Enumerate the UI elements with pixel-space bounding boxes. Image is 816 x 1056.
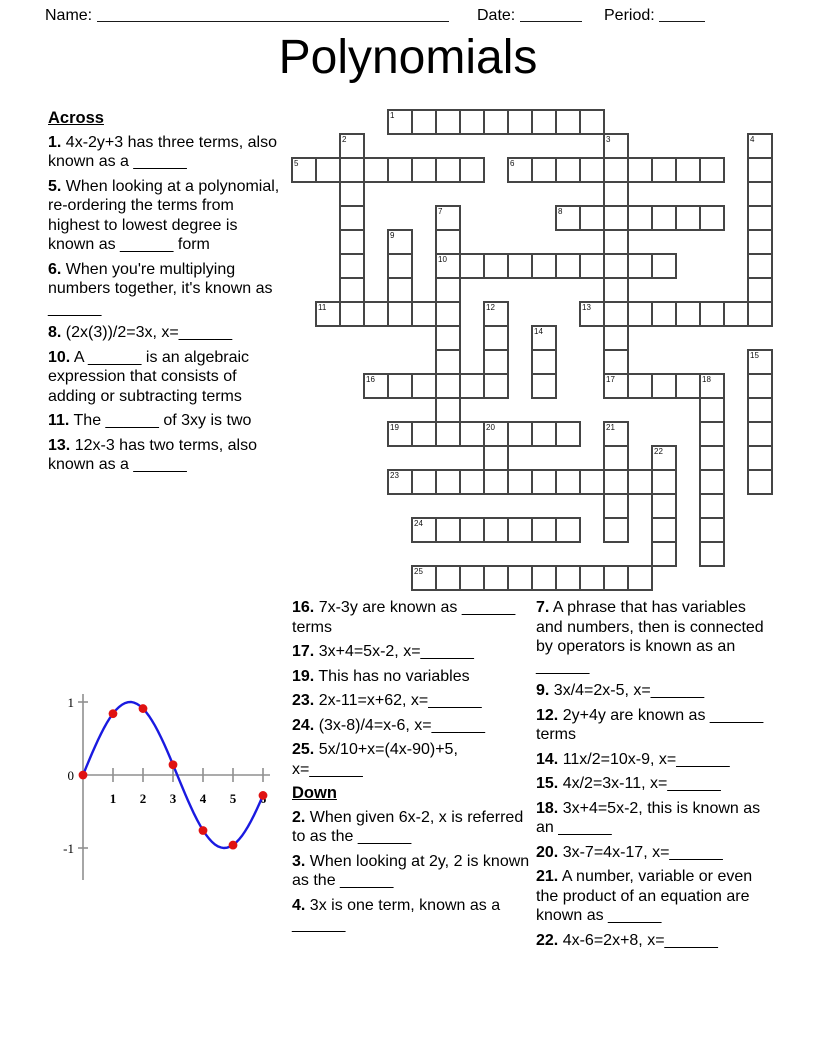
grid-cell <box>555 205 581 231</box>
grid-cell <box>627 205 653 231</box>
grid-cell <box>603 181 629 207</box>
clue-column-across <box>48 109 286 480</box>
grid-cell <box>483 301 509 327</box>
grid-cell <box>699 541 725 567</box>
grid-cell <box>603 277 629 303</box>
grid-cell <box>387 421 413 447</box>
grid-cell <box>603 325 629 351</box>
clue-item: 20. 3x-7=4x-17, x=______ <box>536 843 723 861</box>
grid-cell <box>435 373 461 399</box>
grid-cell-number: 18 <box>702 375 711 384</box>
grid-cell <box>651 541 677 567</box>
clue-column-middle <box>292 598 530 940</box>
x-tick-label: 3 <box>169 791 177 806</box>
grid-cell-number: 9 <box>390 231 395 240</box>
grid-cell <box>555 517 581 543</box>
grid-cell <box>555 469 581 495</box>
grid-cell <box>411 109 437 135</box>
grid-cell <box>699 397 725 423</box>
grid-cell <box>603 301 629 327</box>
clue-column-right <box>536 598 774 955</box>
y-tick-label: -1 <box>63 841 74 856</box>
grid-cell <box>435 517 461 543</box>
clue-item: 23. 2x-11=x+62, x=______ <box>292 692 482 709</box>
grid-cell <box>603 565 629 591</box>
sine-graph <box>48 678 280 895</box>
clue-number: 14. <box>536 750 559 768</box>
grid-cell <box>579 469 605 495</box>
grid-cell <box>507 565 533 591</box>
grid-cell <box>531 373 557 399</box>
grid-cell-number: 13 <box>582 303 591 312</box>
grid-cell <box>531 325 557 351</box>
sine-graph-svg <box>48 678 280 890</box>
grid-cell <box>363 301 389 327</box>
grid-cell <box>579 109 605 135</box>
clue-item: 13. 12x-3 has two terms, also known as a ______ <box>48 436 257 473</box>
grid-cell <box>555 253 581 279</box>
grid-cell <box>555 565 581 591</box>
clue-item: 11. The ______ of 3xy is two <box>48 412 252 429</box>
clue-number: 8. <box>48 324 62 341</box>
grid-cell-number: 11 <box>318 303 327 312</box>
grid-cell <box>507 109 533 135</box>
grid-cell <box>531 109 557 135</box>
grid-cell <box>483 253 509 279</box>
clue-item: 15. 4x/2=3x-11, x=______ <box>536 775 721 792</box>
grid-cell <box>435 349 461 375</box>
data-point <box>259 791 268 800</box>
page-title: Polynomials <box>278 31 538 84</box>
grid-cell <box>603 229 629 255</box>
grid-cell-number: 6 <box>510 159 515 168</box>
grid-cell <box>747 397 773 423</box>
x-tick-label: 4 <box>199 791 207 806</box>
grid-cell <box>531 565 557 591</box>
grid-cell <box>651 517 677 543</box>
clue-number: 15. <box>536 775 559 792</box>
grid-cell <box>627 301 653 327</box>
grid-cell <box>459 469 485 495</box>
grid-cell <box>411 469 437 495</box>
clue-number: 24. <box>292 716 315 734</box>
data-point <box>109 709 118 718</box>
grid-cell <box>603 253 629 279</box>
grid-cell <box>435 565 461 591</box>
grid-cell <box>699 301 725 327</box>
grid-cell <box>747 373 773 399</box>
grid-cell-number: 19 <box>390 423 399 432</box>
clue-item: 19. This has no variables <box>292 667 470 685</box>
grid-cell <box>603 421 629 447</box>
grid-cell <box>459 109 485 135</box>
grid-cell <box>603 373 629 399</box>
x-tick-label: 2 <box>139 791 147 806</box>
y-tick-label: 0 <box>67 768 74 783</box>
clue-item: 22. 4x-6=2x+8, x=______ <box>536 931 718 949</box>
y-tick-label: 1 <box>67 695 74 710</box>
clue-number: 13. <box>48 436 71 454</box>
grid-cell <box>651 493 677 519</box>
period-blank-line <box>659 6 705 22</box>
grid-cell-number: 15 <box>750 351 759 360</box>
grid-cell <box>363 373 389 399</box>
grid-cell <box>699 157 725 183</box>
grid-cell <box>651 373 677 399</box>
grid-cell <box>531 421 557 447</box>
clue-item: 21. A number, variable or even the product of an equation are known as ______ <box>536 868 753 924</box>
clue-number: 20. <box>536 843 559 861</box>
name-blank-line <box>97 6 449 22</box>
grid-cell <box>459 373 485 399</box>
grid-cell <box>651 301 677 327</box>
grid-cell <box>627 253 653 279</box>
clue-item: 6. When you're multiplying numbers together, it's known as ______ <box>48 260 273 317</box>
grid-cell-number: 21 <box>606 423 615 432</box>
grid-cell-number: 14 <box>534 327 543 336</box>
grid-cell <box>459 253 485 279</box>
grid-cell <box>675 301 701 327</box>
grid-cell <box>603 133 629 159</box>
grid-cell <box>579 157 605 183</box>
header-name <box>45 6 449 25</box>
clues-heading: Across <box>48 109 104 127</box>
grid-cell <box>747 469 773 495</box>
clue-item: 25. 5x/10+x=(4x-90)+5, x=______ <box>292 741 458 778</box>
period-label: Period: <box>604 7 655 24</box>
clue-item: 16. 7x-3y are known as ______ terms <box>292 599 516 636</box>
grid-cell <box>555 421 581 447</box>
clue-number: 5. <box>48 177 62 195</box>
grid-cell <box>483 373 509 399</box>
grid-cell <box>435 157 461 183</box>
grid-cell <box>387 253 413 279</box>
grid-cell <box>315 301 341 327</box>
grid-cell <box>531 253 557 279</box>
grid-cell <box>699 469 725 495</box>
clue-number: 4. <box>292 896 306 914</box>
clue-item: 24. (3x-8)/4=x-6, x=______ <box>292 716 486 734</box>
clue-number: 2. <box>292 808 306 826</box>
grid-cell <box>483 421 509 447</box>
grid-cell <box>627 157 653 183</box>
clue-number: 21. <box>536 868 559 885</box>
clue-number: 9. <box>536 682 550 699</box>
data-point <box>199 826 208 835</box>
grid-cell <box>507 469 533 495</box>
crossword-grid <box>291 109 773 591</box>
grid-cell <box>459 565 485 591</box>
grid-cell <box>435 253 461 279</box>
grid-cell-number: 25 <box>414 567 423 576</box>
clue-item: 1. 4x-2y+3 has three terms, also known as a ______ <box>48 133 277 170</box>
grid-cell <box>339 181 365 207</box>
header-date <box>477 6 582 25</box>
grid-cell <box>387 373 413 399</box>
grid-cell <box>339 157 365 183</box>
grid-cell <box>483 445 509 471</box>
clue-number: 23. <box>292 692 315 709</box>
grid-cell <box>747 349 773 375</box>
grid-cell <box>747 445 773 471</box>
grid-cell <box>747 301 773 327</box>
grid-cell <box>387 301 413 327</box>
grid-cell <box>435 205 461 231</box>
grid-cell <box>411 157 437 183</box>
grid-cell <box>435 397 461 423</box>
grid-cell <box>435 229 461 255</box>
grid-cell <box>507 157 533 183</box>
grid-cell-number: 24 <box>414 519 423 528</box>
grid-cell <box>579 565 605 591</box>
grid-cell <box>387 157 413 183</box>
grid-cell-number: 22 <box>654 447 663 456</box>
grid-cell <box>459 157 485 183</box>
grid-cell <box>339 205 365 231</box>
clue-item: 17. 3x+4=5x-2, x=______ <box>292 643 474 660</box>
clues-heading: Down <box>292 784 337 802</box>
clue-number: 25. <box>292 741 315 758</box>
grid-cell <box>339 301 365 327</box>
x-tick-label: 1 <box>109 791 117 806</box>
clue-item: 7. A phrase that has variables and numbers, then is connected by operators is known as an ______ <box>536 599 764 675</box>
grid-cell-number: 8 <box>558 207 563 216</box>
clue-item: 8. (2x(3))/2=3x, x=______ <box>48 324 233 341</box>
grid-cell <box>651 445 677 471</box>
clue-number: 18. <box>536 799 559 817</box>
grid-cell <box>387 277 413 303</box>
grid-cell-number: 20 <box>486 423 495 432</box>
grid-cell <box>603 445 629 471</box>
clue-number: 17. <box>292 643 315 660</box>
data-point <box>169 760 178 769</box>
name-label: Name: <box>45 7 93 24</box>
grid-cell <box>411 301 437 327</box>
grid-cell-number: 3 <box>606 135 611 144</box>
clue-item: 3. When looking at 2y, 2 is known as the ______ <box>292 852 530 889</box>
grid-cell <box>555 157 581 183</box>
clue-item: 2. When given 6x-2, x is referred to as the ______ <box>292 808 524 845</box>
grid-cell <box>723 301 749 327</box>
grid-cell <box>579 205 605 231</box>
x-tick-label: 5 <box>229 791 237 806</box>
clue-number: 11. <box>48 412 70 429</box>
grid-cell <box>675 205 701 231</box>
grid-cell <box>507 517 533 543</box>
grid-cell-number: 2 <box>342 135 347 144</box>
grid-cell <box>603 517 629 543</box>
grid-cell <box>435 109 461 135</box>
clue-item: 14. 11x/2=10x-9, x=______ <box>536 750 730 768</box>
grid-cell <box>339 277 365 303</box>
grid-cell <box>627 565 653 591</box>
clue-item: 5. When looking at a polynomial, re-ordering the terms from highest to lowest degree is known as ______ form <box>48 177 280 253</box>
grid-cell <box>531 469 557 495</box>
grid-cell <box>435 421 461 447</box>
grid-cell <box>483 565 509 591</box>
grid-cell <box>411 517 437 543</box>
grid-cell <box>579 301 605 327</box>
grid-cell <box>747 277 773 303</box>
grid-cell <box>291 157 317 183</box>
grid-cell-number: 17 <box>606 375 615 384</box>
grid-cell-number: 12 <box>486 303 495 312</box>
grid-cell <box>531 157 557 183</box>
grid-cell <box>699 445 725 471</box>
grid-cell <box>531 517 557 543</box>
grid-cell <box>603 469 629 495</box>
grid-cell <box>363 157 389 183</box>
clue-item: 4. 3x is one term, known as a ______ <box>292 896 501 933</box>
clue-number: 7. <box>536 599 550 616</box>
grid-cell <box>387 109 413 135</box>
grid-cell <box>699 373 725 399</box>
grid-cell <box>651 157 677 183</box>
grid-cell <box>339 133 365 159</box>
grid-cell <box>507 253 533 279</box>
grid-cell <box>411 565 437 591</box>
grid-cell <box>531 349 557 375</box>
clue-item: 10. A ______ is an algebraic expression that consists of adding or subtracting terms <box>48 348 250 405</box>
grid-cell <box>435 277 461 303</box>
grid-cell <box>675 373 701 399</box>
clue-item: 12. 2y+4y are known as ______ terms <box>536 706 764 743</box>
data-point <box>139 704 148 713</box>
grid-cell <box>315 157 341 183</box>
header-period <box>604 6 705 25</box>
clue-item: 18. 3x+4=5x-2, this is known as an ______ <box>536 799 761 836</box>
grid-cell <box>435 469 461 495</box>
grid-cell <box>699 517 725 543</box>
grid-cell <box>747 205 773 231</box>
date-blank-line <box>520 6 582 22</box>
grid-cell <box>483 349 509 375</box>
grid-cell <box>747 133 773 159</box>
grid-cell-number: 1 <box>390 111 395 120</box>
data-point <box>229 841 238 850</box>
grid-cell <box>699 421 725 447</box>
grid-cell <box>483 517 509 543</box>
grid-cell <box>603 349 629 375</box>
grid-cell <box>387 229 413 255</box>
grid-cell <box>603 205 629 231</box>
grid-cell <box>699 493 725 519</box>
grid-cell <box>387 469 413 495</box>
date-label: Date: <box>477 7 516 24</box>
clue-number: 10. <box>48 348 71 366</box>
grid-cell <box>651 205 677 231</box>
clue-number: 19. <box>292 667 315 685</box>
grid-cell-number: 16 <box>366 375 375 384</box>
clue-number: 6. <box>48 260 62 278</box>
clue-item: 9. 3x/4=2x-5, x=______ <box>536 682 705 699</box>
clue-number: 1. <box>48 133 62 151</box>
grid-cell-number: 4 <box>750 135 755 144</box>
grid-cell <box>627 373 653 399</box>
grid-cell-number: 5 <box>294 159 299 168</box>
grid-cell <box>411 421 437 447</box>
grid-cell <box>651 469 677 495</box>
grid-cell <box>579 253 605 279</box>
grid-cell <box>435 301 461 327</box>
grid-cell <box>555 109 581 135</box>
grid-cell <box>483 325 509 351</box>
grid-cell-number: 10 <box>438 255 447 264</box>
grid-cell <box>603 493 629 519</box>
grid-cell-number: 23 <box>390 471 399 480</box>
grid-cell <box>747 229 773 255</box>
clue-number: 22. <box>536 931 559 949</box>
grid-cell <box>459 517 485 543</box>
clue-number: 16. <box>292 599 315 616</box>
grid-cell <box>699 205 725 231</box>
grid-cell <box>747 181 773 207</box>
grid-cell-number: 7 <box>438 207 443 216</box>
grid-cell <box>675 157 701 183</box>
grid-cell <box>747 157 773 183</box>
grid-cell <box>651 253 677 279</box>
clue-number: 3. <box>292 852 306 870</box>
grid-cell <box>507 421 533 447</box>
grid-cell <box>435 325 461 351</box>
grid-cell <box>747 421 773 447</box>
grid-cell <box>483 469 509 495</box>
grid-cell <box>483 109 509 135</box>
grid-cell <box>627 469 653 495</box>
grid-cell <box>459 421 485 447</box>
data-point <box>79 771 88 780</box>
grid-cell <box>411 373 437 399</box>
grid-cell <box>339 253 365 279</box>
clue-number: 12. <box>536 706 559 724</box>
grid-cell <box>603 157 629 183</box>
grid-cell <box>747 253 773 279</box>
grid-cell <box>339 229 365 255</box>
